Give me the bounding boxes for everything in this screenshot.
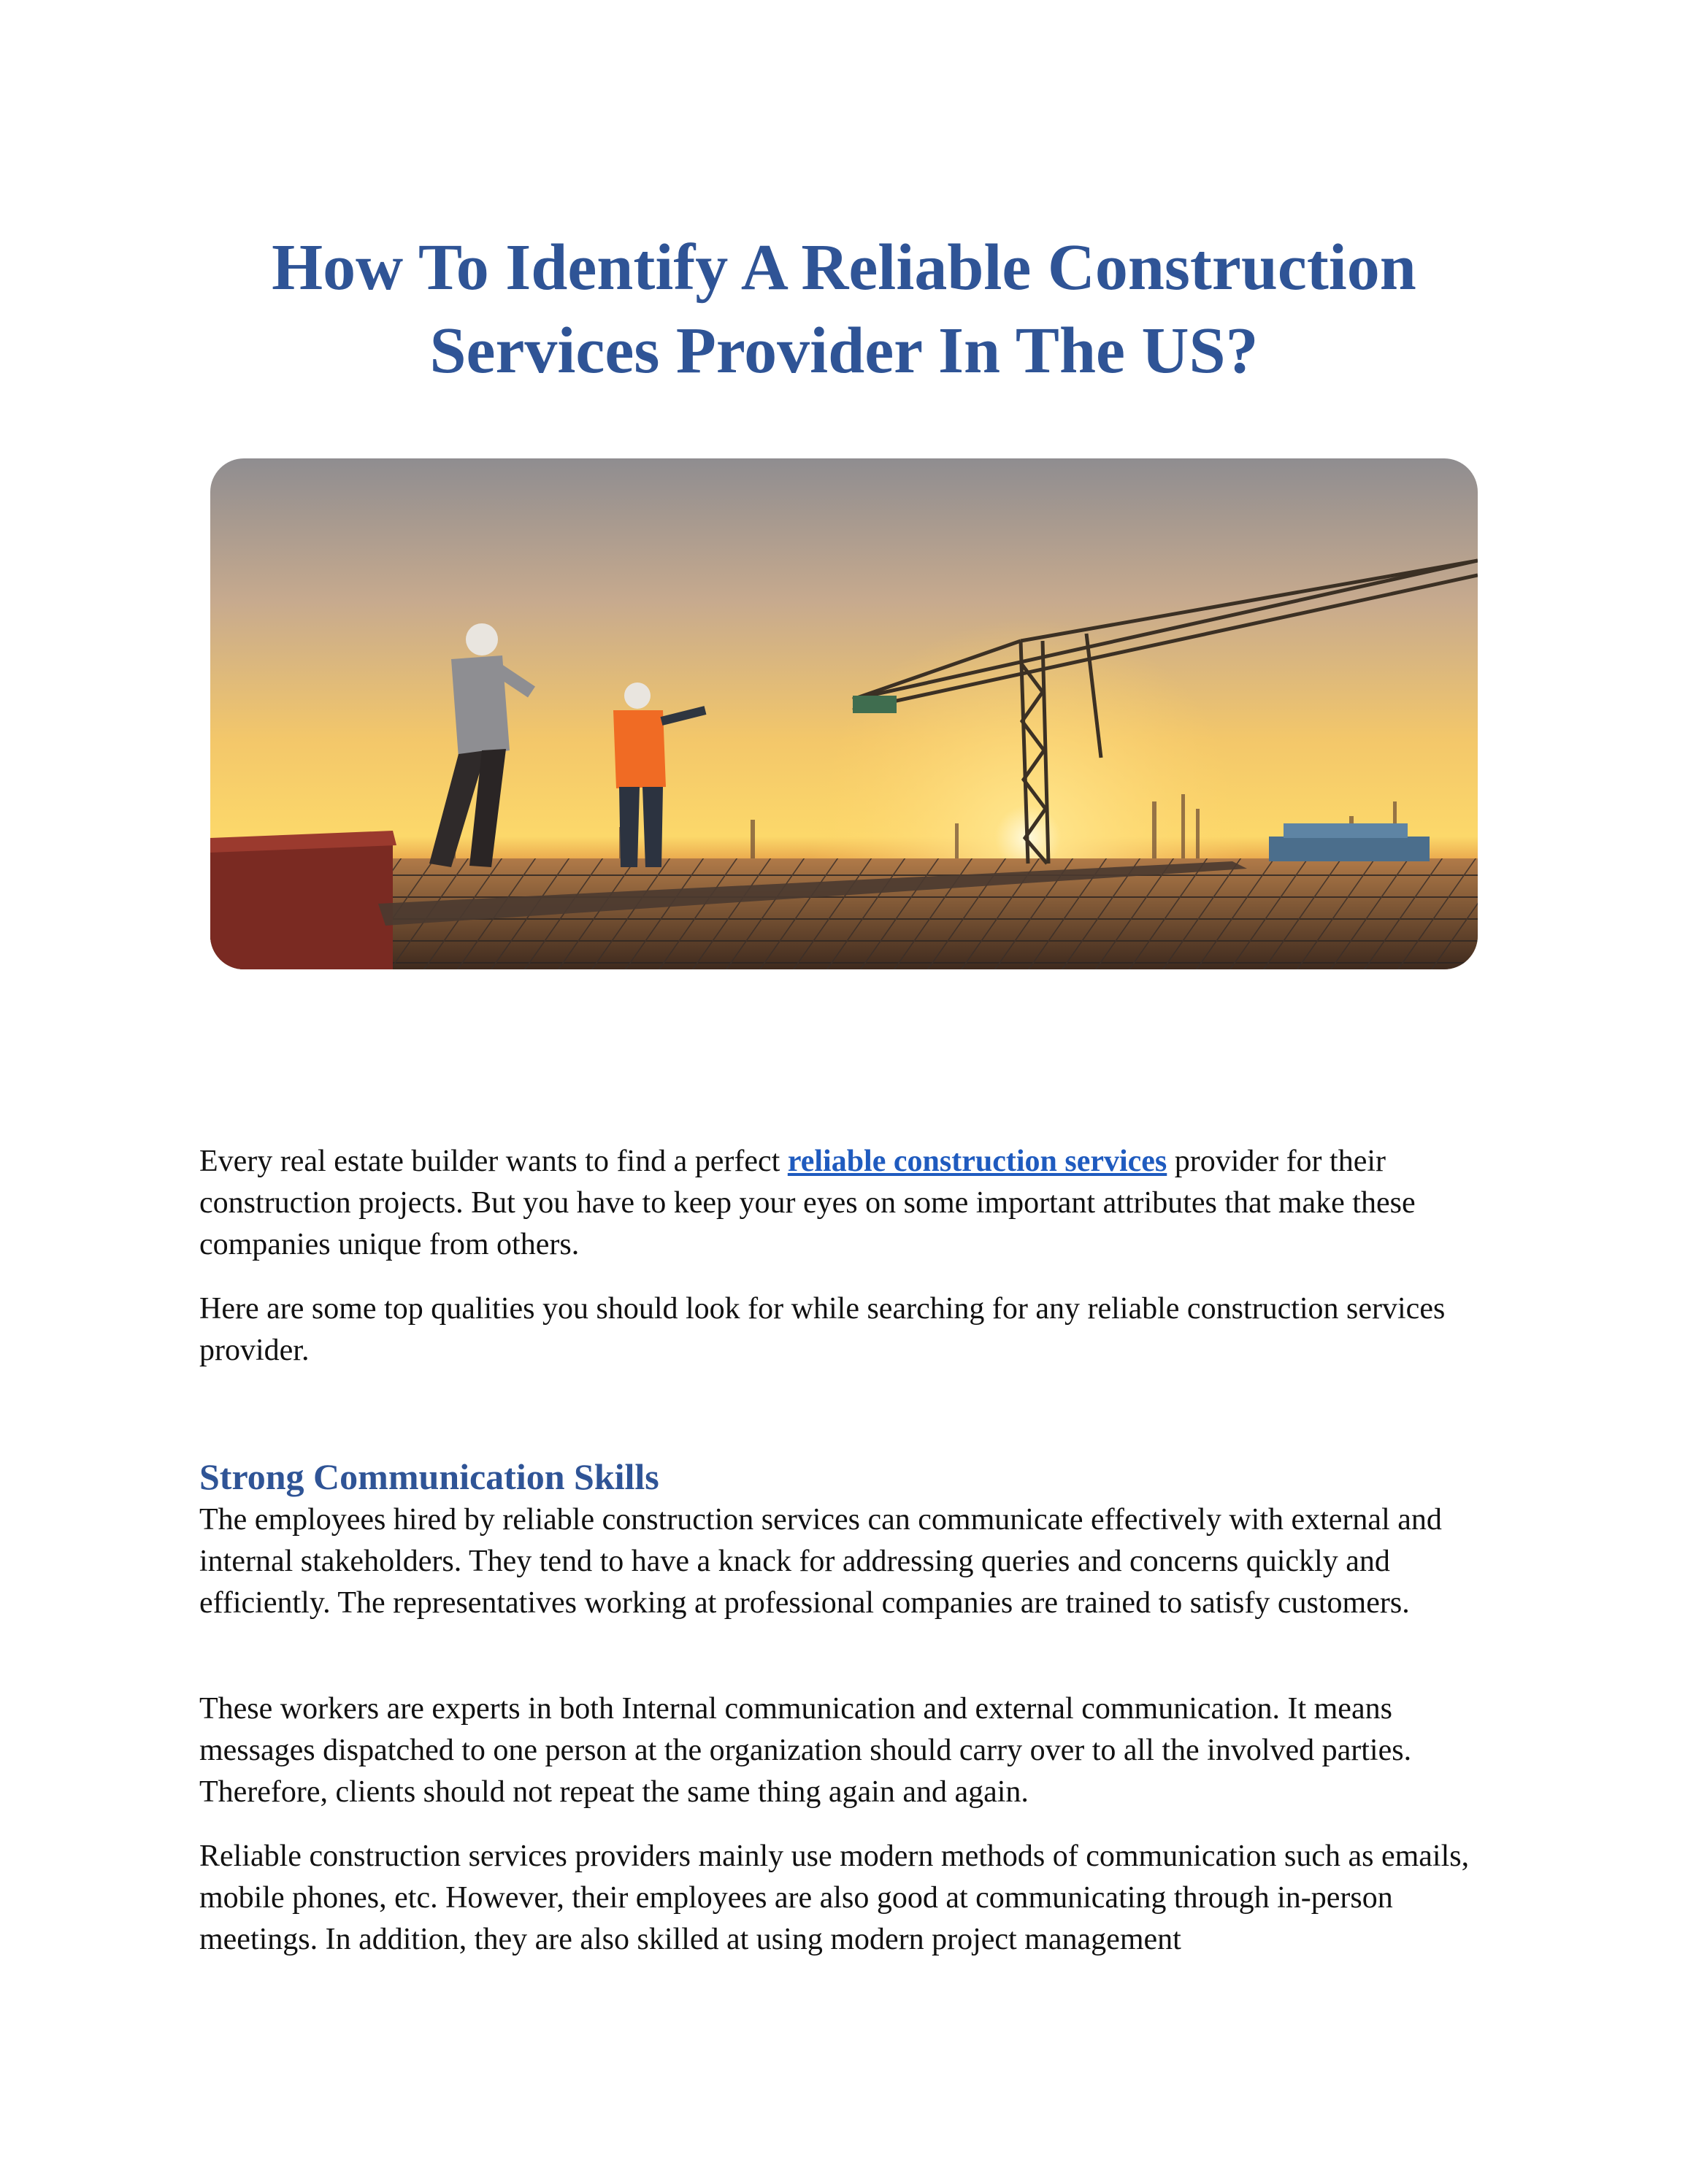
intro-paragraph — [199, 1141, 1499, 1266]
intro-text-before-link: Every real estate builder wants to find a perfect — [199, 1145, 788, 1178]
section-heading-communication: Strong Communication Skills — [199, 1456, 659, 1497]
intro-text-after-link: provider for their construction projects. But you have to keep your eyes on some important attributes that make these companies unique from others. — [199, 1145, 1416, 1261]
page-title-line-2: Services Provider In The US? — [429, 315, 1259, 387]
page-title-line-1: How To Identify A Reliable Construction — [272, 231, 1416, 304]
section-paragraph-1: The employees hired by reliable construction services can communicate effectively with external and internal stakeholders. They tend to have a knack for addressing queries and concerns quickly and efficiently. The representatives working at professional companies are trained to satisfy customers. — [199, 1503, 1442, 1620]
section-paragraph-3: Reliable construction services providers mainly use modern methods of communication such as emails, mobile phones, etc. However, their employees are also good at communicating through in-person meetings. In addition, they are also skilled at using modern project management — [199, 1839, 1470, 1956]
hero-image — [210, 458, 1478, 969]
reliable-construction-services-link[interactable]: reliable construction services — [787, 1145, 1167, 1178]
intro-paragraph-2: Here are some top qualities you should look for while searching for any reliable construction services provider. — [199, 1292, 1446, 1367]
section-paragraph-2: These workers are experts in both Internal communication and external communication. It means messages dispatched to one person at the organization should carry over to all the involved parties. Therefore, clients should not repeat the same thing again and again. — [199, 1692, 1412, 1809]
construction-site-photo-icon — [210, 458, 1478, 969]
page-title — [146, 226, 1542, 393]
